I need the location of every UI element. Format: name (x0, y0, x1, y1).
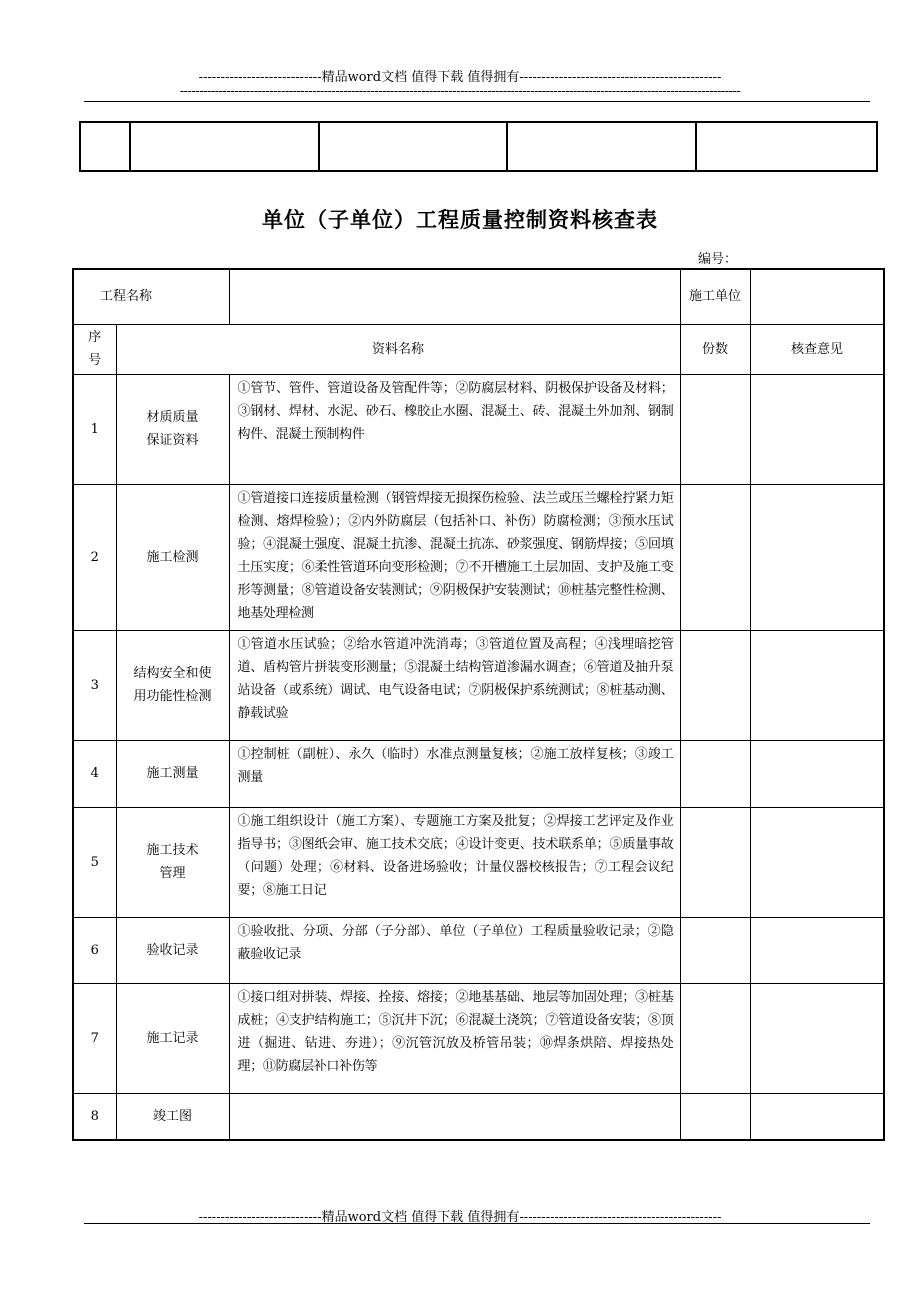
table-row (73, 630, 884, 740)
copies-cell[interactable] (680, 917, 750, 983)
review-opinion-cell[interactable] (750, 917, 884, 983)
review-opinion-header: 核查意见 (750, 324, 884, 374)
material-name-header: 资料名称 (116, 324, 680, 374)
row-content: ①验收批、分项、分部（子分部）、单位（子单位）工程质量验收记录；②隐蔽验收记录 (229, 917, 680, 983)
copies-cell[interactable] (680, 374, 750, 484)
row-category: 施工检测 (116, 484, 229, 630)
row-category: 施工记录 (116, 983, 229, 1093)
row-number: 6 (73, 917, 116, 983)
header-banner: ----------------------------精品word文档 值得下载 值得拥有---------------------------------------------- (198, 70, 722, 85)
table-row (73, 374, 884, 484)
row-content: ①管道水压试验；②给水管道冲洗消毒；③管道位置及高程；④浅埋暗挖管道、盾构管片拼装变形测量；⑤混凝土结构管道渗漏水调查；⑥管道及抽升泵站设备（或系统）调试、电气设备电试；⑦阴极保护系统测试；⑧桩基动测、静载试验 (229, 630, 680, 740)
table-row (73, 917, 884, 983)
row-number: 2 (73, 484, 116, 630)
row-content: ①控制桩（副桩）、永久（临时）水准点测量复核；②施工放样复核；③竣工测量 (229, 740, 680, 807)
header-dash-line: ------------------------------------------------------------------------------------------------------------------------------------------------ (179, 84, 741, 99)
serial-number-label: 编号： (698, 252, 738, 267)
row-category: 施工技术管理 (116, 807, 229, 917)
copies-cell[interactable] (680, 630, 750, 740)
row-category: 验收记录 (116, 917, 229, 983)
review-opinion-cell[interactable] (750, 807, 884, 917)
fragment-cell (696, 122, 877, 171)
copies-cell[interactable] (680, 983, 750, 1093)
copies-cell[interactable] (680, 740, 750, 807)
seq-header: 序号 (73, 324, 116, 374)
row-number: 1 (73, 374, 116, 484)
row-category: 竣工图 (116, 1093, 229, 1140)
fragment-cell (130, 122, 319, 171)
project-name-label: 工程名称 (73, 269, 229, 324)
row-number: 5 (73, 807, 116, 917)
fragment-cell (507, 122, 696, 171)
row-category: 结构安全和使用功能性检测 (116, 630, 229, 740)
fragment-cell (80, 122, 130, 171)
row-content (229, 1093, 680, 1140)
review-opinion-cell[interactable] (750, 630, 884, 740)
row-number: 4 (73, 740, 116, 807)
footer-banner: ----------------------------精品word文档 值得下载 值得拥有---------------------------------------------- (198, 1210, 722, 1225)
row-content: ①接口组对拼装、焊接、拴接、熔接；②地基基础、地层等加固处理；③桩基成桩；④支护结构施工；⑤沉井下沉；⑥混凝土浇筑；⑦管道设备安装；⑧顶进（掘进、钻进、夯进）；⑨沉管沉放及桥管吊装；⑩焊条烘陪、焊接热处理；⑪防腐层补口补伤等 (229, 983, 680, 1093)
header-rule (84, 101, 870, 102)
quality-control-checklist-table (72, 268, 885, 1141)
review-opinion-cell[interactable] (750, 484, 884, 630)
project-name-field[interactable] (229, 269, 680, 324)
table-row (73, 484, 884, 630)
row-number: 3 (73, 630, 116, 740)
review-opinion-cell[interactable] (750, 983, 884, 1093)
row-content: ①施工组织设计（施工方案）、专题施工方案及批复；②焊接工艺评定及作业指导书；③图纸会审、施工技术交底；④设计变更、技术联系单；⑤质量事故（问题）处理；⑥材料、设备进场验收；计量仪器校核报告；⑦工程会议纪要；⑧施工日记 (229, 807, 680, 917)
fragment-cell (319, 122, 507, 171)
row-content: ①管道接口连接质量检测（钢管焊接无损探伤检验、法兰或压兰螺栓拧紧力矩检测、熔焊检验）；②内外防腐层（包括补口、补伤）防腐检测；③预水压试验；④混凝土强度、混凝土抗渗、混凝土抗冻、砂浆强度、钢筋焊接；⑤回填土压实度；⑥柔性管道环向变形检测；⑦不开槽施工土层加固、支护及施工变形等测量；⑧管道设备安装测试；⑨阴极保护安装测试；⑩桩基完整性检测、地基处理检测 (229, 484, 680, 630)
row-number: 7 (73, 983, 116, 1093)
construction-unit-field[interactable] (750, 269, 884, 324)
review-opinion-cell[interactable] (750, 1093, 884, 1140)
row-content: ①管节、管件、管道设备及管配件等；②防腐层材料、阴极保护设备及材料；③钢材、焊材、水泥、砂石、橡胶止水圈、混凝土、砖、混凝土外加剂、钢制构件、混凝土预制构件 (229, 374, 680, 484)
copies-cell[interactable] (680, 807, 750, 917)
table-row (73, 983, 884, 1093)
document-title: 单位（子单位）工程质量控制资料核查表 (262, 207, 658, 232)
copies-cell[interactable] (680, 484, 750, 630)
copies-header: 份数 (680, 324, 750, 374)
row-number: 8 (73, 1093, 116, 1140)
row-category: 施工测量 (116, 740, 229, 807)
construction-unit-label: 施工单位 (680, 269, 750, 324)
table-row (73, 740, 884, 807)
row-category: 材质质量保证资料 (116, 374, 229, 484)
table-row (73, 1093, 884, 1140)
previous-page-table-fragment (79, 121, 878, 172)
copies-cell[interactable] (680, 1093, 750, 1140)
review-opinion-cell[interactable] (750, 740, 884, 807)
footer-rule (84, 1223, 870, 1224)
review-opinion-cell[interactable] (750, 374, 884, 484)
table-row (73, 807, 884, 917)
